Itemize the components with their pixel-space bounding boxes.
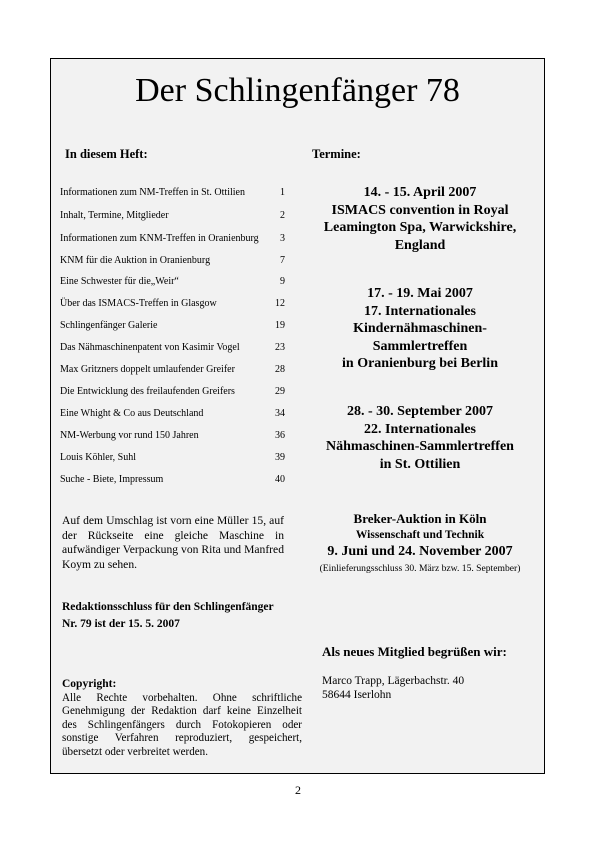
toc-item: Eine Schwester für die„Weir“ 9 [60,276,285,287]
toc-item: Informationen zum NM-Treffen in St. Ottilien 1 [60,187,285,198]
event-ismacs: 14. - 15. April 2007 ISMACS convention in Royal Leamington Spa, Warwickshire, England [323,185,517,253]
event-st-ottilien: 28. - 30. September 2007 22. Internationales Nähmaschinen-Sammlertreffen in St. Ottilien [326,404,514,472]
toc-item: Die Entwicklung des freilaufenden Greifers 29 [60,386,285,397]
event-breker-auktion: Breker-Auktion in Köln Wissenschaft und Technik 9. Juni und 24. November 2007 (Einlieferungsschluss 30. März bzw. 15. September) [319,511,521,574]
copyright-text: Alle Rechte vorbehalten. Ohne schriftliche Genehmigung der Redaktion darf keine Einzelheit des Schlingenfängers durch Fotokopieren oder sonstige Verfahren reproduziert, gespeichert, übersetzt oder verbreitet werden. [62,691,302,758]
event-knm-oranienburg: 17. - 19. Mai 2007 17. Internationales Kindernähmaschinen- Sammlertreffen in Oranienburg bei Berlin [342,286,498,371]
toc-item: NM-Werbung vor rund 150 Jahren 36 [60,430,285,441]
toc-item: Das Nähmaschinenpatent von Kasimir Vogel 23 [60,342,285,353]
copyright-heading: Copyright: [62,678,117,690]
termine-heading: Termine: [312,147,361,161]
copyright-notice [62,678,302,759]
toc-item: Schlingenfänger Galerie 19 [60,320,285,331]
new-member-heading: Als neues Mitglied begrüßen wir: [322,644,507,659]
toc-item: Eine Whight & Co aus Deutschland 34 [60,408,285,419]
new-member-address: Marco Trapp, Lägerbachstr. 40 58644 Iserlohn [322,675,465,701]
editorial-deadline: Redaktionsschluss für den Schlingenfänger Nr. 79 ist der 15. 5. 2007 [62,601,274,630]
toc-item: Über das ISMACS-Treffen in Glasgow 12 [60,298,285,309]
page-title: Der Schlingenfänger 78 [135,72,460,109]
toc-item: Inhalt, Termine, Mitglieder 2 [60,210,285,221]
toc-item: KNM für die Auktion in Oranienburg 7 [60,255,285,266]
toc-item: Suche - Biete, Impressum 40 [60,474,285,485]
toc-item: Louis Köhler, Suhl 39 [60,452,285,463]
toc-item: Max Gritzners doppelt umlaufender Greifer 28 [60,364,285,375]
contents-heading: In diesem Heft: [65,147,148,161]
toc-item: Informationen zum KNM-Treffen in Oranienburg 3 [60,233,285,244]
page-number: 2 [295,783,301,797]
cover-description: Auf dem Umschlag ist vorn eine Müller 15, auf der Rückseite eine gleiche Maschine in aufwändiger Verpackung von Rita und Manfred Koym zu sehen. [62,514,284,571]
